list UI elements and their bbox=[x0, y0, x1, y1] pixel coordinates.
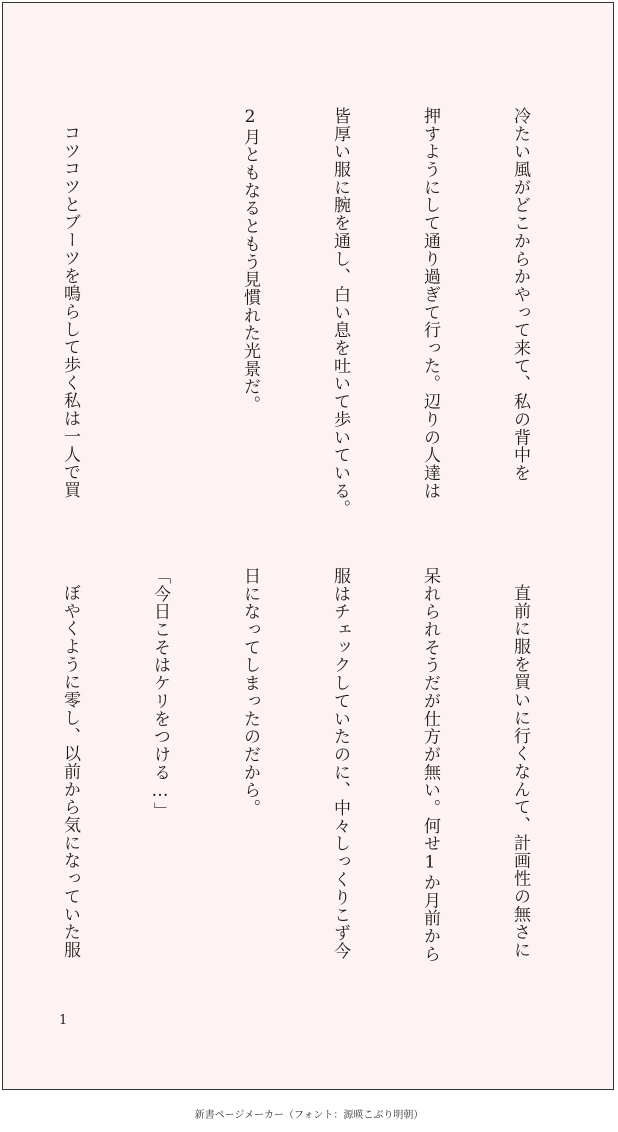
text-column: 皆厚い服に腕を通し、白い息を吐いて歩いている。 bbox=[330, 107, 350, 518]
text-column: 「今日こそはケリをつける…」 bbox=[150, 567, 170, 820]
manuscript-page bbox=[2, 2, 614, 1090]
text-column: 押すようにして通り過ぎて行った。辺りの人達は bbox=[420, 107, 440, 500]
page-number: 1 bbox=[59, 1013, 68, 1028]
text-column: 服はチェックしていたのに、中々しっくりこず今 bbox=[330, 567, 350, 960]
text-column: 冷たい風がどこからかやって来て、私の背中を bbox=[510, 107, 530, 482]
text-block-top bbox=[2, 107, 595, 527]
text-block-bottom bbox=[2, 567, 595, 987]
text-column: コツコツとブーツを鳴らして歩く私は一人で買 bbox=[60, 124, 80, 499]
text-column: 直前に服を買いに行くなんて、計画性の無さに bbox=[510, 584, 530, 959]
blank-column bbox=[145, 107, 175, 527]
text-column: 日になってしまったのだから。 bbox=[240, 567, 260, 817]
text-column: ぼやくように零し、以前から気になっていた服 bbox=[60, 584, 80, 959]
text-column: 2月ともなるともう見慣れた光景だ。 bbox=[240, 107, 260, 414]
text-column: 呆れられそうだが仕方が無い。何せ1か月前から bbox=[420, 567, 440, 963]
footer-caption: 新書ページメーカー（フォント：源暎こぶり明朝） bbox=[194, 1110, 424, 1121]
